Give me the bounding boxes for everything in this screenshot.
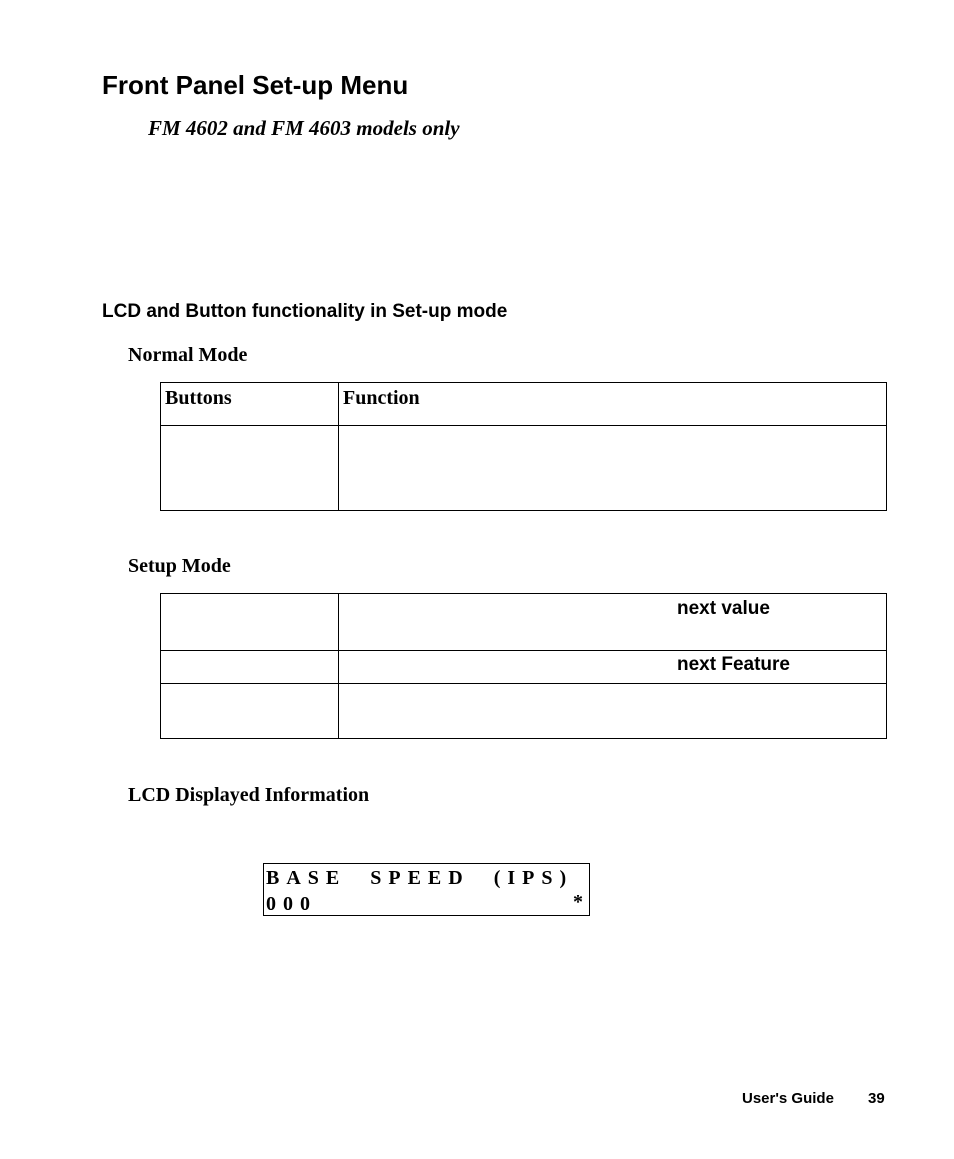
table-cell-function xyxy=(339,426,887,511)
normal-mode-table xyxy=(160,382,887,511)
setup-mode-heading: Setup Mode xyxy=(128,555,231,577)
page-title: Front Panel Set-up Menu xyxy=(102,70,409,100)
footer-page-number: 39 xyxy=(868,1090,885,1107)
lcd-cursor-marker: * xyxy=(573,891,583,913)
table-cell-buttons xyxy=(161,651,339,684)
column-header-buttons-label: Buttons xyxy=(165,387,232,409)
table-cell-function xyxy=(339,651,887,684)
setup-mode-table xyxy=(160,593,887,739)
table-cell-function xyxy=(339,594,887,651)
section-heading: LCD and Button functionality in Set-up mode xyxy=(102,301,508,322)
table-cell-buttons xyxy=(161,426,339,511)
lcd-line-2: 000 xyxy=(266,893,317,915)
lcd-line-1: BASE SPEED (IPS) xyxy=(266,867,574,889)
table-row xyxy=(161,684,887,739)
next-feature-label: next Feature xyxy=(677,654,790,675)
lcd-info-heading: LCD Displayed Information xyxy=(128,784,370,806)
column-header-buttons xyxy=(161,383,339,426)
table-cell-buttons xyxy=(161,594,339,651)
page-subtitle: FM 4602 and FM 4603 models only xyxy=(148,116,460,140)
lcd-display xyxy=(263,863,590,916)
normal-mode-heading: Normal Mode xyxy=(128,344,248,366)
next-value-label: next value xyxy=(677,598,770,619)
table-cell-function xyxy=(339,684,887,739)
column-header-function xyxy=(339,383,887,426)
table-row xyxy=(161,426,887,511)
table-header-row xyxy=(161,383,887,426)
footer-guide-label: User's Guide xyxy=(742,1090,834,1107)
table-row xyxy=(161,594,887,651)
column-header-function-label: Function xyxy=(343,387,420,409)
table-row xyxy=(161,651,887,684)
table-cell-buttons xyxy=(161,684,339,739)
